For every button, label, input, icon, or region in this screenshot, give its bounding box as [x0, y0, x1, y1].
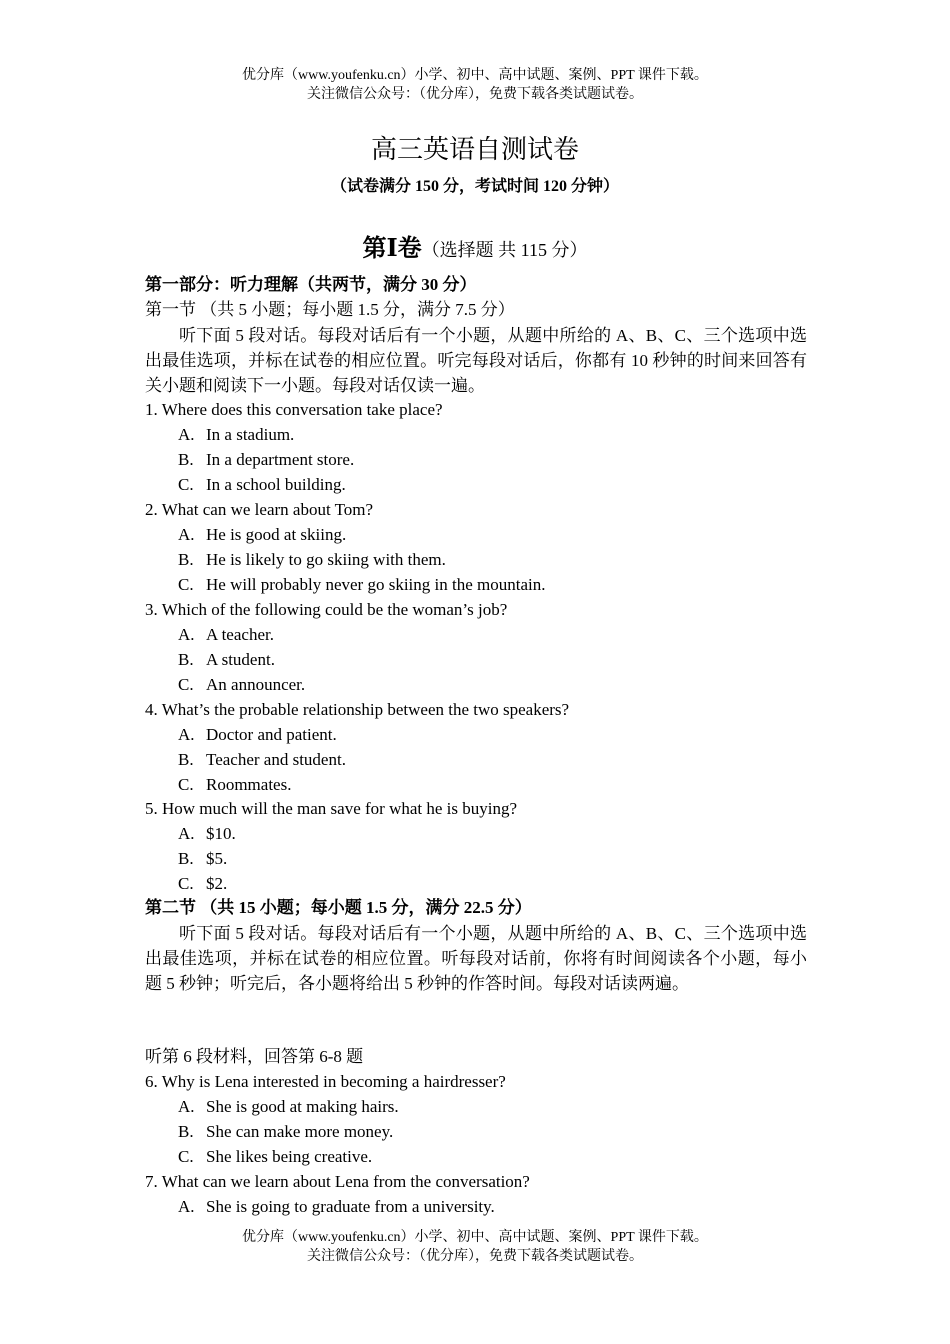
- section1-instructions: 听下面 5 段对话。每段对话后有一个小题，从题中所给的 A、B、C、三个选项中选出最佳选项，并标在试卷的相应位置。听完每段对话后，你都有 10 秒钟的时间来回答有关小题和阅读下一小题。每段对话仅读一遍。: [145, 326, 807, 395]
- page-subtitle: （试卷满分 150 分，考试时间 120 分钟）: [330, 178, 619, 195]
- option-item: C. In a school building.: [178, 475, 346, 494]
- question-stem: 1. Where does this conversation take place?: [145, 400, 443, 419]
- option-item: A. He is good at skiing.: [178, 525, 347, 544]
- section1-heading: 第一节 （共 5 小题；每小题 1.5 分，满分 7.5 分）: [145, 300, 515, 319]
- option-item: B. A student.: [178, 650, 275, 669]
- option-item: A. In a stadium.: [178, 425, 295, 444]
- question-stem: 5. How much will the man save for what he is buying?: [145, 799, 518, 818]
- question-stem: 4. What’s the probable relationship between the two speakers?: [145, 700, 570, 719]
- option-item: A. She is going to graduate from a university.: [178, 1197, 495, 1216]
- option-item: C. An announcer.: [178, 675, 306, 694]
- option-item: C. $2.: [178, 874, 228, 893]
- volume-note: （选择题 共 115 分）: [421, 240, 588, 260]
- question-stem: 3. Which of the following could be the woman’s job?: [145, 600, 508, 619]
- footer-line-1: 优分库（www.youfenku.cn）小学、初中、高中试题、案例、PPT 课件下载。: [242, 1230, 708, 1245]
- option-item: B. Teacher and student.: [178, 750, 346, 769]
- option-item: C. He will probably never go skiing in the mountain.: [178, 575, 546, 594]
- volume-main: 第Ⅰ卷: [362, 236, 422, 262]
- part1-heading: 第一部分：听力理解（共两节，满分 30 分）: [145, 275, 477, 294]
- section2-instructions: 听下面 5 段对话。每段对话后有一个小题，从题中所给的 A、B、C、三个选项中选出最佳选项，并标在试卷的相应位置。听每段对话前，你将有时间阅读各个小题，每小题 5 秒钟；听完后，各小题将给出 5 秒钟的作答时间。每段对话读两遍。: [145, 924, 807, 993]
- option-item: A. Doctor and patient.: [178, 725, 337, 744]
- header-line-1: 优分库（www.youfenku.cn）小学、初中、高中试题、案例、PPT 课件下载。: [242, 68, 708, 83]
- option-item: C. She likes being creative.: [178, 1147, 373, 1166]
- footer-line-2: 关注微信公众号：（优分库），免费下载各类试题试卷。: [307, 1249, 643, 1264]
- question-stem: 7. What can we learn about Lena from the conversation?: [145, 1172, 530, 1191]
- option-item: B. In a department store.: [178, 450, 355, 469]
- option-item: A. $10.: [178, 824, 236, 843]
- question-stem: 2. What can we learn about Tom?: [145, 500, 374, 519]
- option-item: A. A teacher.: [178, 625, 274, 644]
- option-item: B. He is likely to go skiing with them.: [178, 550, 446, 569]
- option-item: A. She is good at making hairs.: [178, 1097, 399, 1116]
- option-item: C. Roommates.: [178, 775, 292, 794]
- material-note: 听第 6 段材料，回答第 6-8 题: [145, 1047, 364, 1066]
- section2-heading: 第二节 （共 15 小题；每小题 1.5 分，满分 22.5 分）: [145, 898, 532, 917]
- page-title: 高三英语自测试卷: [370, 135, 579, 164]
- option-item: B. She can make more money.: [178, 1122, 394, 1141]
- option-item: B. $5.: [178, 849, 228, 868]
- header-line-2: 关注微信公众号：（优分库），免费下载各类试题试卷。: [307, 87, 643, 102]
- volume-heading: [0, 234, 950, 267]
- question-stem: 6. Why is Lena interested in becoming a hairdresser?: [145, 1072, 506, 1091]
